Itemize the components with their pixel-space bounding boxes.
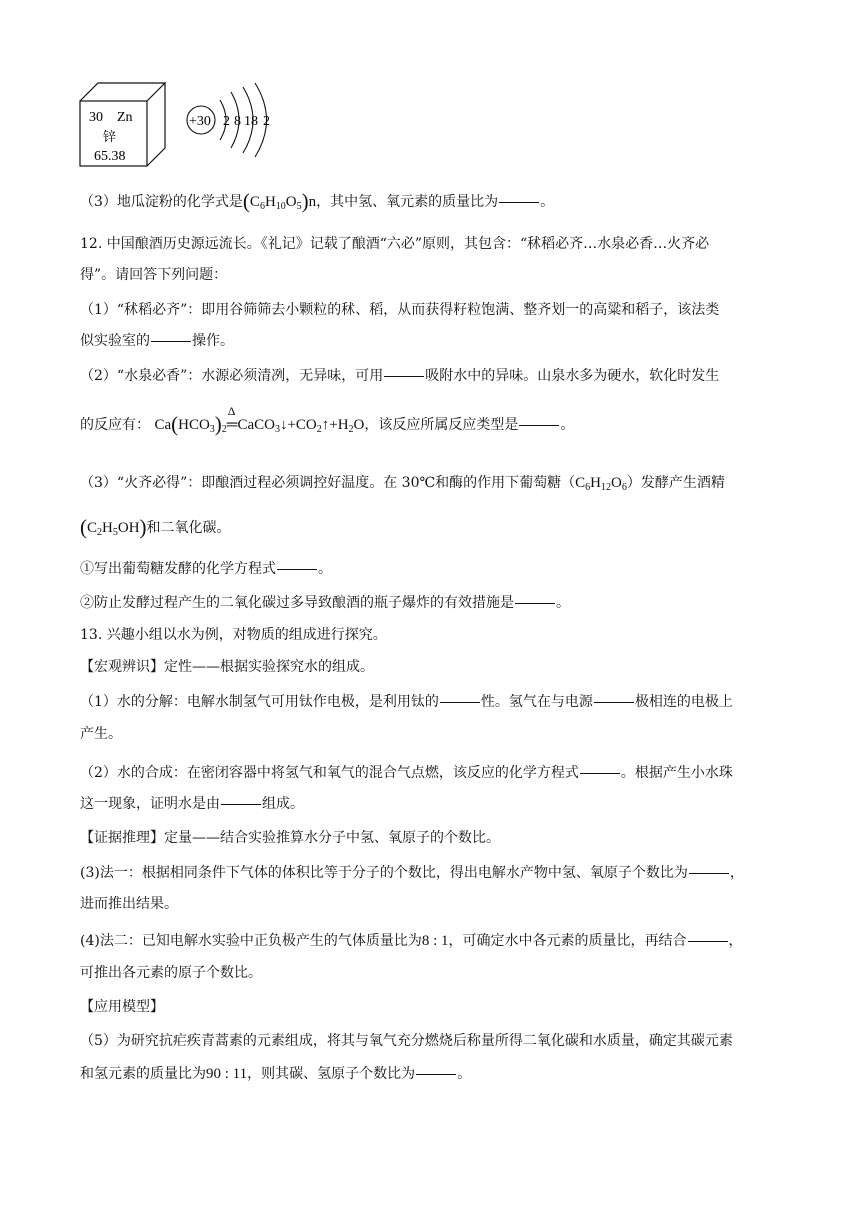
q11-part3-text: （3）地瓜淀粉的化学式是 bbox=[80, 194, 243, 210]
q11-part3 bbox=[80, 191, 554, 212]
answer-blank[interactable] bbox=[277, 568, 317, 570]
q13-p2-line2-end: 组成。 bbox=[262, 796, 304, 812]
gas-mass-ratio: 8 : 1 bbox=[421, 933, 449, 949]
answer-blank[interactable] bbox=[499, 201, 539, 203]
q13-p1-line1-end: 极相连的电极上 bbox=[634, 694, 733, 710]
q13-p4-line1-text: (4)法二：已知电解水实验中正负极产生的气体质量比为 bbox=[80, 933, 422, 949]
starch-n: n bbox=[308, 194, 317, 210]
ethanol-formula: $(C_2H_5OH)$ bbox=[80, 515, 147, 539]
q12-p2-line2-mid: ，该反应所属反应类型是 bbox=[364, 417, 519, 433]
q13-p5-line2-mid: ，则其碳、氢原子个数比为 bbox=[247, 1066, 416, 1082]
q12-p1-line2-end: 操作。 bbox=[192, 333, 234, 349]
q11-part3-end: 。 bbox=[540, 194, 555, 210]
atomic-mass: 65.38 bbox=[94, 149, 126, 164]
zinc-diagram bbox=[72, 78, 282, 173]
q12-p3-sub2 bbox=[80, 593, 570, 613]
answer-blank[interactable] bbox=[594, 701, 634, 703]
q13-section-model: 【应用模型】 bbox=[80, 999, 164, 1015]
q12-p2-line2-end: 。 bbox=[560, 417, 575, 433]
nucleus-charge: +30 bbox=[189, 114, 211, 129]
q13-p3-line2: 进而推出结果。 bbox=[80, 896, 178, 912]
q13-section-macro: 【宏观辨识】定性——根据实验探究水的组成。 bbox=[80, 659, 374, 675]
answer-blank[interactable] bbox=[688, 940, 728, 942]
q12-p2-line1-text: （2）“水泉必香”：水源必须清冽，无异味，可用 bbox=[80, 368, 384, 384]
q13-p3-line1-end: ， bbox=[729, 865, 744, 881]
shell-1-count: 2 bbox=[223, 114, 230, 129]
q12-p2-line1-end: 吸附水中的异味。山泉水多为硬水，软化时发生 bbox=[425, 368, 720, 384]
q12-p3-sub1-text: ①写出葡萄糖发酵的化学方程式 bbox=[80, 561, 276, 577]
glucose-formula: $C_6H_{12}O_6$ bbox=[575, 475, 627, 493]
q12-p3-line2 bbox=[80, 517, 231, 538]
answer-blank[interactable] bbox=[515, 602, 555, 604]
carbon-hydrogen-mass-ratio: 90 : 11 bbox=[206, 1066, 248, 1082]
q12-p3-line2-text: 和二氧化碳。 bbox=[146, 520, 231, 536]
answer-blank[interactable] bbox=[519, 424, 559, 426]
element-symbol: Zn bbox=[117, 110, 133, 125]
shell-2-count: 8 bbox=[234, 114, 241, 129]
answer-blank[interactable] bbox=[221, 803, 261, 805]
q13-title: 13. 兴趣小组以水为例，对物质的组成进行探究。 bbox=[80, 627, 387, 643]
q13-p2-line1-end: 。根据产生小水珠 bbox=[620, 765, 733, 781]
q13-p3-line1-text: (3)法一：根据相同条件下气体的体积比等于分子的个数比，得出电解水产物中氢、氧原子个数比为 bbox=[80, 865, 688, 881]
q12-p2-line2-text: 的反应有： bbox=[80, 417, 150, 433]
q12-title-line2: 得”。请回答下列问题： bbox=[80, 267, 228, 283]
q13-p5-line2 bbox=[80, 1064, 471, 1084]
q12-p3-line1-end: ）发酵产生酒精 bbox=[626, 475, 725, 491]
element-name: 锌 bbox=[103, 130, 117, 145]
answer-blank[interactable] bbox=[440, 701, 480, 703]
q12-p3-line1-text: （3）“火齐必得”：即酿酒过程必须调控好温度。在 30℃和酶的作用下葡萄糖（ bbox=[80, 475, 576, 491]
q13-p4-line1 bbox=[80, 931, 743, 951]
q12-p2-line2 bbox=[80, 404, 575, 436]
q13-p1-line1-mid: 性。氢气在与电源 bbox=[480, 694, 593, 710]
q13-p4-line2: 可推出各元素的原子个数比。 bbox=[80, 965, 262, 981]
softening-equation: $Ca(HCO_3)_2$ Δ $═CaCO_3↓+CO_2↑+H_2O$ bbox=[154, 404, 365, 436]
answer-blank[interactable] bbox=[384, 375, 424, 377]
q13-p2-line2 bbox=[80, 794, 304, 814]
q12-p1-line1: （1）“秫稻必齐”：即用谷筛筛去小颗粒的秫、稻，从而获得籽粒饱满、整齐划一的高粱和稻子，该法类 bbox=[80, 302, 720, 318]
q13-p2-line1 bbox=[80, 763, 733, 783]
q12-p3-sub2-end: 。 bbox=[556, 595, 570, 611]
zinc-figure bbox=[72, 78, 282, 177]
answer-blank[interactable] bbox=[151, 340, 191, 342]
atomic-number: 30 bbox=[89, 110, 103, 125]
shell-4-count: 2 bbox=[263, 114, 270, 129]
q13-p5-line2-end: 。 bbox=[457, 1066, 472, 1082]
starch-formula: $(C_6H_{10}O_5)n$ bbox=[242, 189, 317, 213]
q13-p2-line2-text: 这一现象，证明水是由 bbox=[80, 796, 220, 812]
answer-blank[interactable] bbox=[416, 1073, 456, 1075]
q13-p1-line1-text: （1）水的分解：电解水制氢气可用钛作电极，是利用钛的 bbox=[80, 694, 439, 710]
q13-p5-line2-text: 和氢元素的质量比为 bbox=[80, 1066, 206, 1082]
q12-p3-sub1-end: 。 bbox=[318, 561, 332, 577]
answer-blank[interactable] bbox=[689, 872, 729, 874]
q13-p4-line1-end: ， bbox=[728, 933, 743, 949]
q11-part3-suffix: ，其中氢、氧元素的质量比为 bbox=[316, 194, 499, 210]
q13-p2-line1-text: （2）水的合成：在密闭容器中将氢气和氧气的混合气点燃，该反应的化学方程式 bbox=[80, 765, 579, 781]
q12-p2-line1 bbox=[80, 366, 719, 386]
q12-p3-sub1 bbox=[80, 559, 332, 579]
q13-p5-line1: （5）为研究抗疟疾青蒿素的元素组成，将其与氧气充分燃烧后称量所得二氧化碳和水质量，确定其碳元素 bbox=[80, 1033, 733, 1049]
q13-p1-line2: 产生。 bbox=[80, 726, 122, 742]
q13-p4-line1-mid: ，可确定水中各元素的质量比，再结合 bbox=[448, 933, 687, 949]
q12-p1-line2-text: 似实验室的 bbox=[80, 333, 150, 349]
shell-3-count: 18 bbox=[244, 114, 258, 129]
q13-p1-line1 bbox=[80, 692, 733, 712]
q12-title-line1: 12. 中国酿酒历史源远流长。《礼记》记载了酿酒“六必”原则，其包含：“秫稻必齐…水泉必香…火齐必 bbox=[80, 236, 710, 252]
q13-section-evidence: 【证据推理】定量——结合实验推算水分子中氢、氧原子的个数比。 bbox=[80, 830, 500, 846]
q12-p1-line2 bbox=[80, 331, 234, 351]
q13-p3-line1 bbox=[80, 863, 744, 883]
q12-p3-line1 bbox=[80, 473, 725, 493]
q12-p3-sub2-text: ②防止发酵过程产生的二氧化碳过多导致酿酒的瓶子爆炸的有效措施是 bbox=[80, 595, 514, 611]
answer-blank[interactable] bbox=[580, 772, 620, 774]
